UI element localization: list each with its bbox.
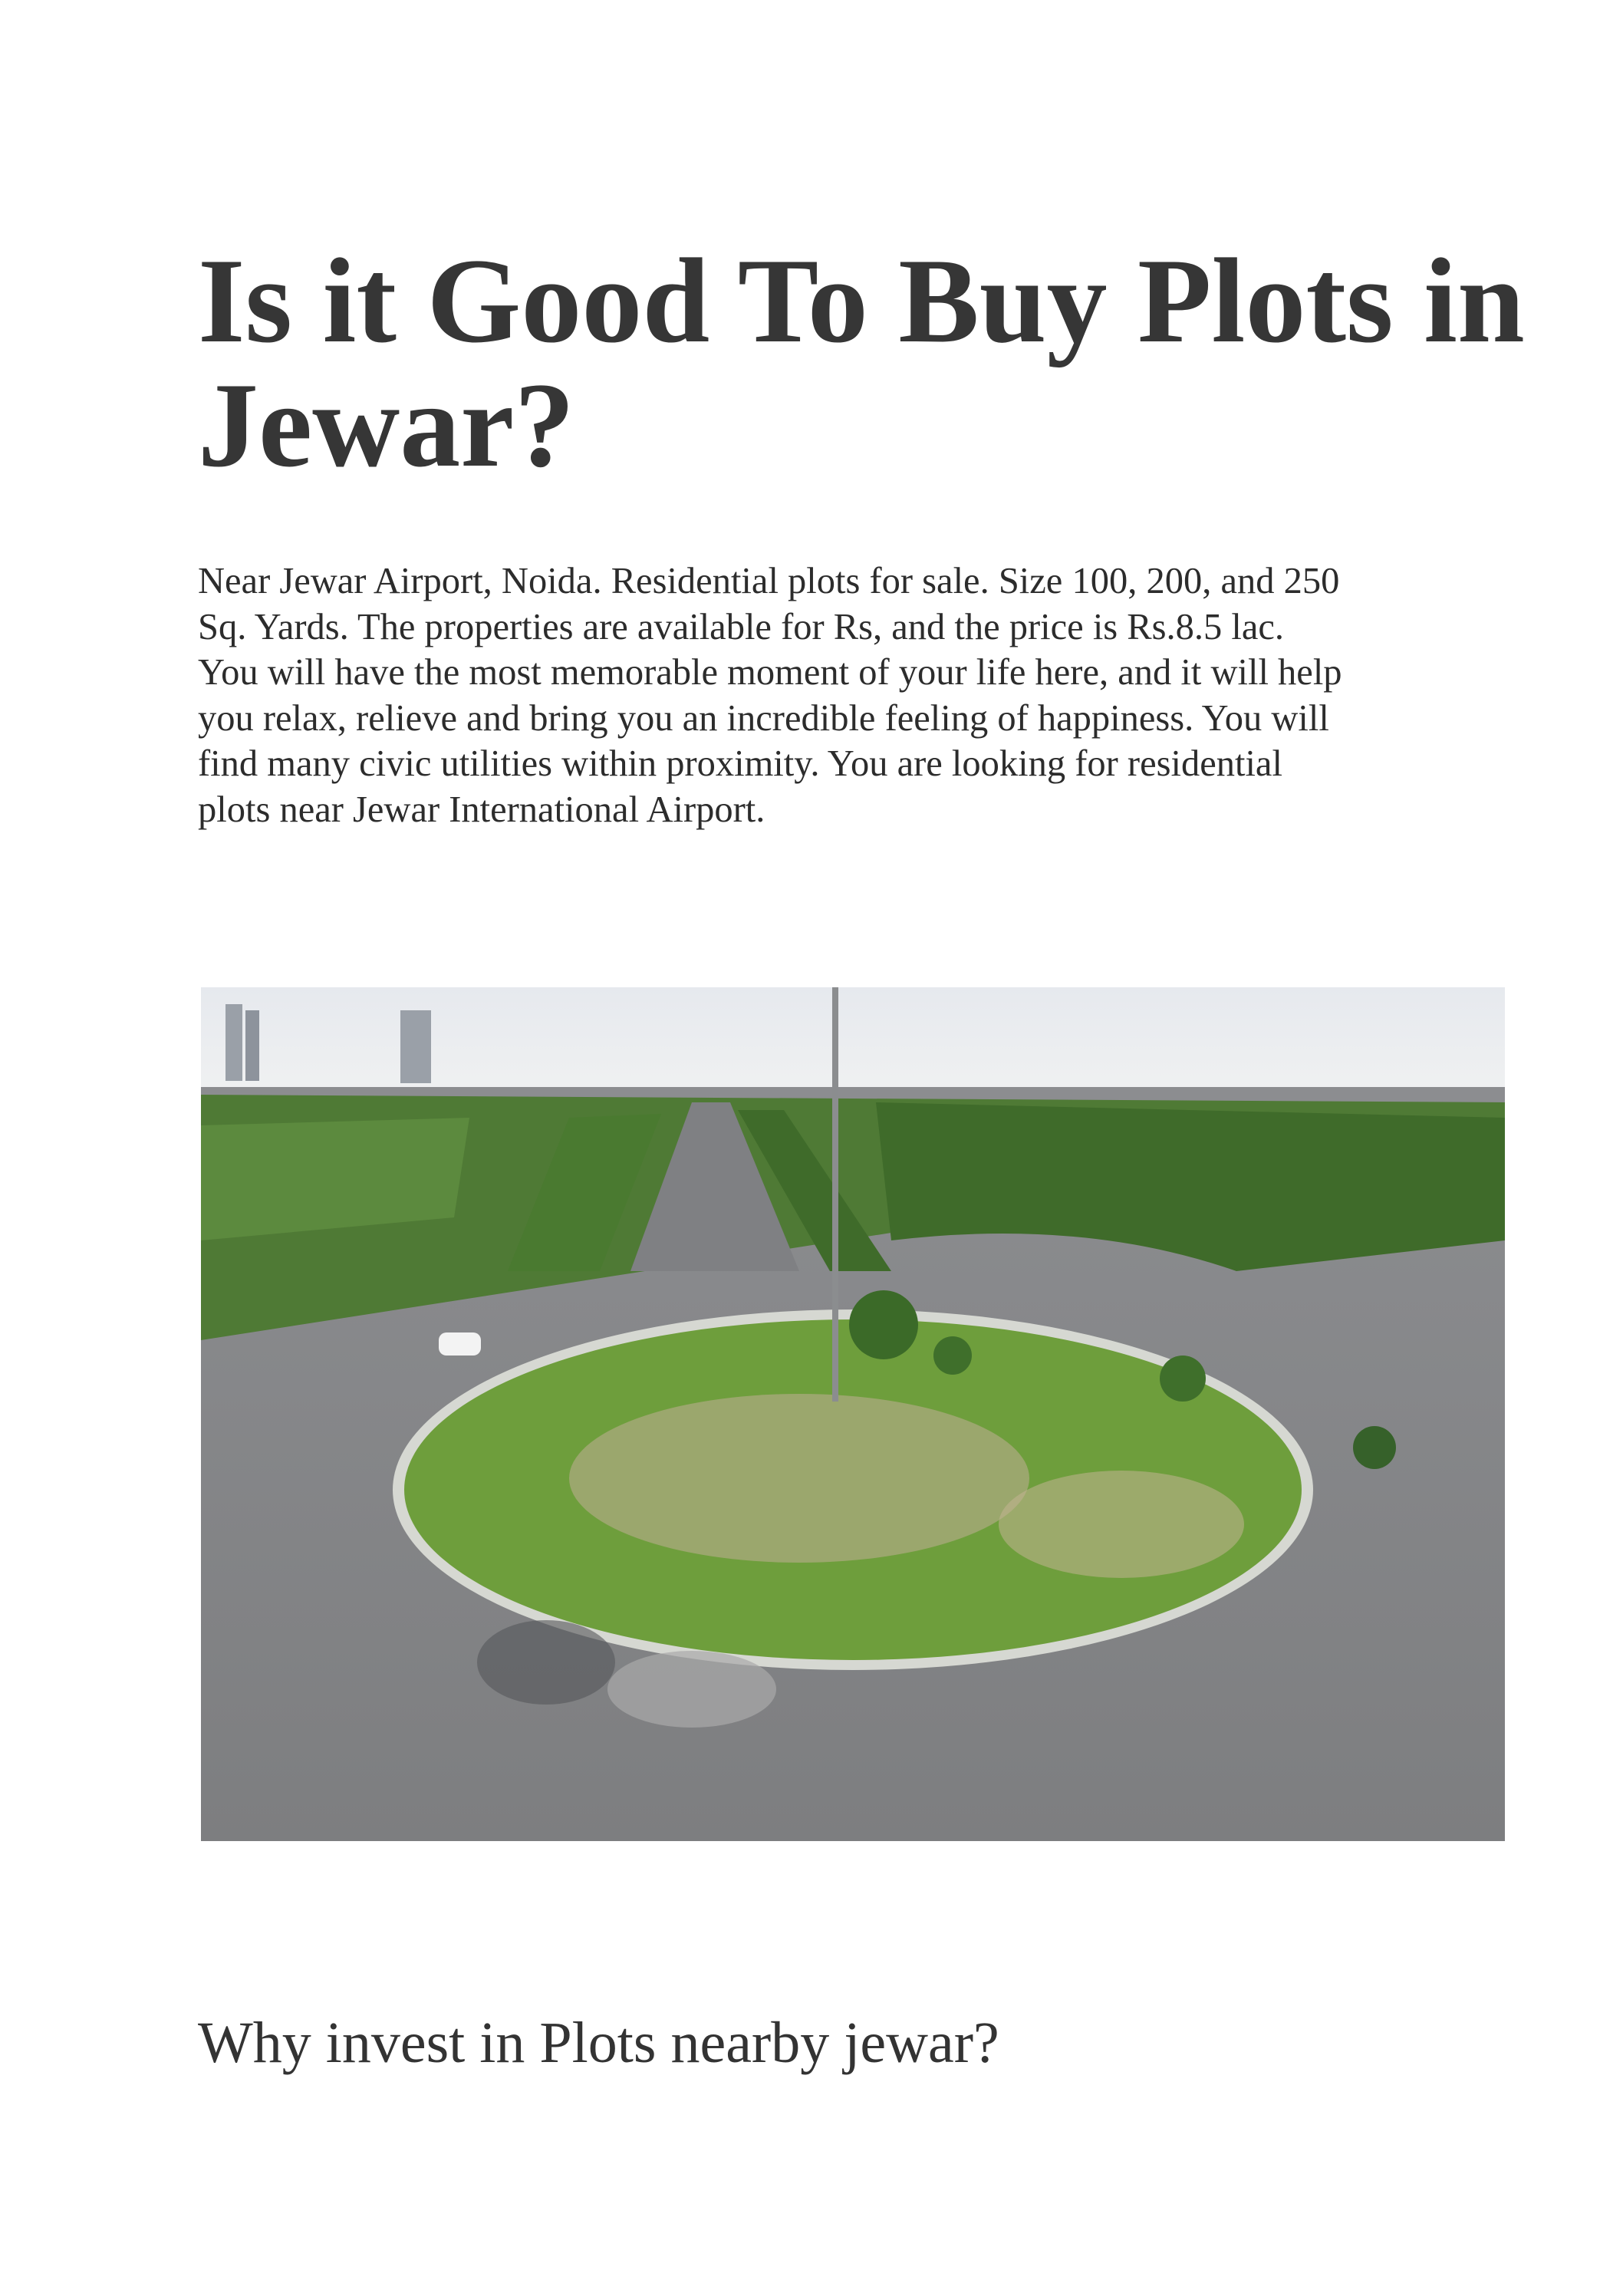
intro-paragraph	[198, 558, 1502, 832]
page-title	[198, 234, 1525, 492]
tree	[1160, 1356, 1206, 1402]
paragraph-line: you relax, relieve and bring you an incredible feeling of happiness. You will	[198, 697, 1329, 739]
distant-tower	[245, 1010, 259, 1081]
paragraph-line: plots near Jewar International Airport.	[198, 789, 765, 830]
paragraph-line: You will have the most memorable moment of your life here, and it will help	[198, 652, 1342, 693]
paragraph-line: Sq. Yards. The properties are available for Rs, and the price is Rs.8.5 lac.	[198, 606, 1285, 647]
paragraph-line: Near Jewar Airport, Noida. Residential plots for sale. Size 100, 200, and 250	[198, 561, 1340, 601]
tree	[849, 1290, 918, 1359]
tree	[933, 1336, 972, 1375]
road-patch	[607, 1651, 776, 1728]
section-heading: Why invest in Plots nearby jewar?	[198, 2011, 999, 2075]
bare-soil-patch	[569, 1394, 1029, 1563]
bare-soil-patch	[999, 1471, 1244, 1578]
tree	[1353, 1426, 1396, 1469]
car	[439, 1332, 481, 1356]
distant-tower	[226, 1004, 242, 1081]
title-line: Is it Good To Buy Plots in	[198, 234, 1525, 368]
road-patch	[477, 1620, 615, 1705]
distant-tower	[400, 1010, 431, 1083]
paragraph-line: find many civic utilities within proximity. You are looking for residential	[198, 743, 1282, 784]
roundabout-aerial-photo	[201, 987, 1505, 1841]
title-line: Jewar?	[198, 358, 575, 492]
light-pole	[832, 987, 838, 1402]
